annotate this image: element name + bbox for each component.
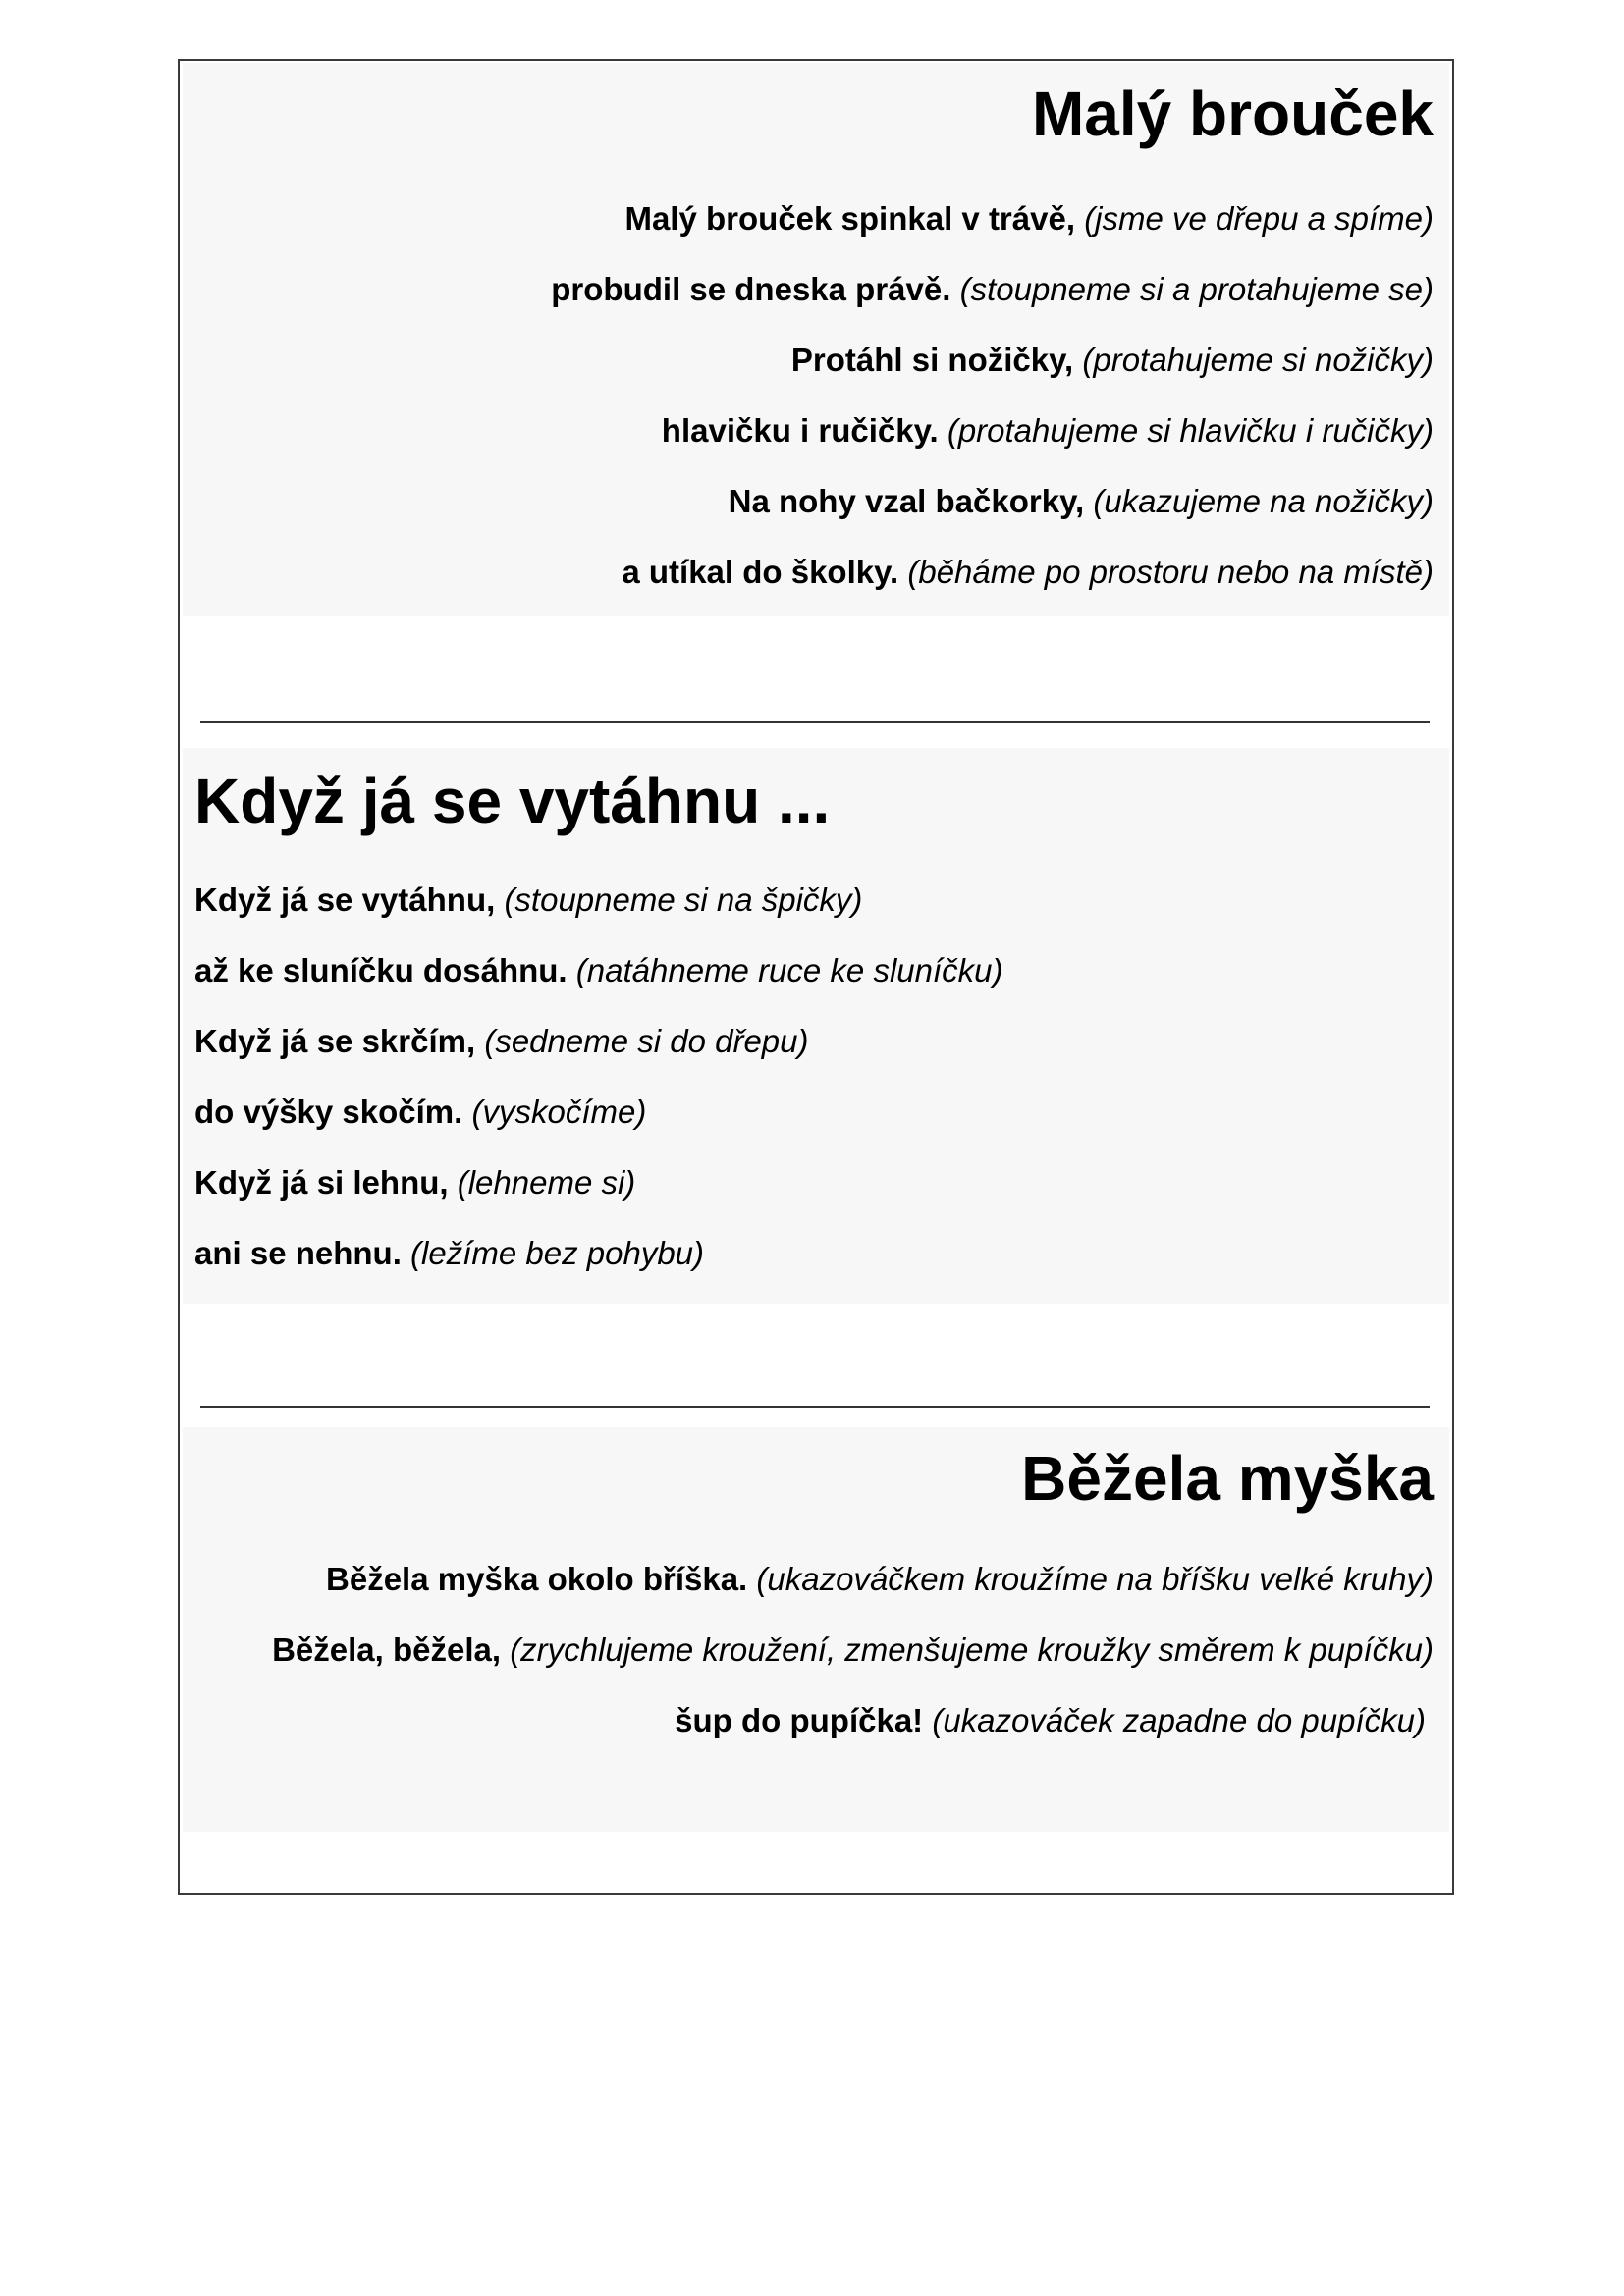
verse-text: a utíkal do školky. (622, 554, 899, 590)
movement-note: (stoupneme si na špičky) (504, 881, 863, 918)
verse-text: Běžela myška okolo bříška. (326, 1561, 748, 1597)
movement-note: (lehneme si) (457, 1164, 636, 1201)
movement-note: (ukazujeme na nožičky) (1093, 483, 1434, 519)
verse-text: probudil se dneska právě. (551, 271, 951, 307)
movement-note: (protahujeme si nožičky) (1082, 342, 1434, 378)
poem-line (791, 344, 1434, 376)
movement-note: (zrychlujeme kroužení, zmenšujeme kroužky směrem k pupíčku) (510, 1631, 1434, 1668)
verse-text: Když já se vytáhnu, (194, 881, 496, 918)
verse-text: šup do pupíčka! (675, 1702, 924, 1738)
poem-maly-broucek (183, 63, 1449, 616)
movement-note: (protahujeme si hlavičku i ručičky) (947, 412, 1434, 449)
poem-line (272, 1633, 1434, 1666)
verse-text: až ke sluníčku dosáhnu. (194, 952, 568, 988)
verse-text: Běžela, běžela, (272, 1631, 502, 1668)
poem-title: Malý brouček (1031, 79, 1434, 149)
verse-text: ani se nehnu. (194, 1235, 402, 1271)
poem-line (675, 1704, 1426, 1736)
poem-line (662, 414, 1434, 447)
poem-title: Běžela myška (1021, 1443, 1434, 1514)
poem-title: Když já se vytáhnu ... (194, 766, 831, 836)
verse-text: Malý brouček spinkal v trávě, (624, 200, 1076, 237)
poem-line (622, 556, 1434, 588)
poem-line (624, 202, 1434, 235)
movement-note: (ukazováčkem kroužíme na bříšku velké kruhy) (756, 1561, 1434, 1597)
poem-line (194, 1095, 646, 1128)
poem-line (194, 954, 1003, 987)
movement-note: (jsme ve dřepu a spíme) (1084, 200, 1434, 237)
verse-text: Když já si lehnu, (194, 1164, 449, 1201)
movement-note: (stoupneme si a protahujeme se) (959, 271, 1434, 307)
verse-text: do výšky skočím. (194, 1094, 463, 1130)
movement-note: (ležíme bez pohybu) (410, 1235, 705, 1271)
verse-text: Když já se skrčím, (194, 1023, 476, 1059)
poem-bezela-myska (183, 1427, 1449, 1832)
section-divider (200, 721, 1430, 723)
verse-text: Na nohy vzal bačkorky, (728, 483, 1085, 519)
poem-line (551, 273, 1434, 305)
verse-text: Protáhl si nožičky, (790, 342, 1074, 378)
poem-line (194, 1166, 635, 1199)
poem-line (194, 883, 862, 916)
verse-text: hlavičku i ručičky. (661, 412, 939, 449)
poem-kdyz-ja-se-vytahnu (183, 748, 1449, 1304)
poem-line (194, 1237, 704, 1269)
poem-line (326, 1563, 1434, 1595)
section-divider (200, 1406, 1430, 1408)
movement-note: (běháme po prostoru nebo na místě) (907, 554, 1434, 590)
movement-note: (ukazováček zapadne do pupíčku) (932, 1702, 1426, 1738)
movement-note: (natáhneme ruce ke sluníčku) (575, 952, 1003, 988)
poem-line (194, 1025, 809, 1057)
movement-note: (sedneme si do dřepu) (484, 1023, 809, 1059)
movement-note: (vyskočíme) (471, 1094, 647, 1130)
poem-line (729, 485, 1434, 517)
